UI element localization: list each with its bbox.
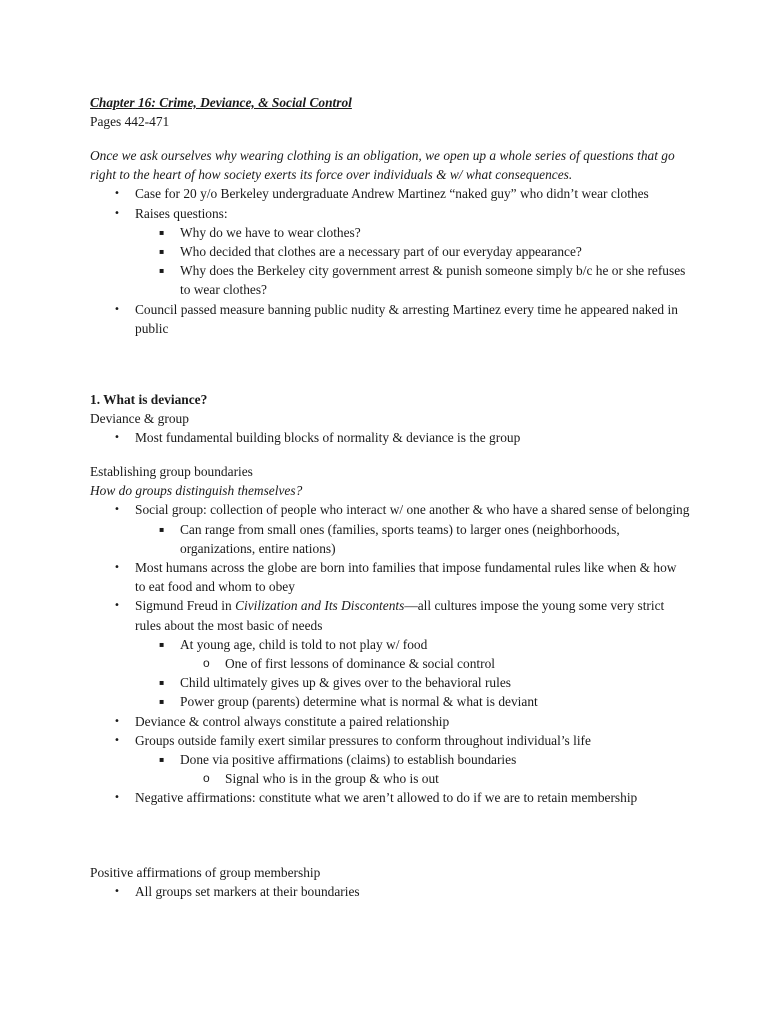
- section-bullet-list: [90, 428, 690, 447]
- list-item-text: Child ultimately gives up & gives over to the behavioral rules: [180, 675, 511, 691]
- list-item: [90, 558, 690, 596]
- list-item: [90, 242, 690, 261]
- list-item: [90, 520, 690, 558]
- list-item-text: Signal who is in the group & who is out: [225, 771, 439, 787]
- list-item: [90, 261, 690, 299]
- section-positive-affirmations: [90, 863, 690, 901]
- list-item: [90, 692, 690, 711]
- section-bullet-list: [90, 500, 690, 807]
- bullet-marker: •: [114, 715, 120, 727]
- list-item: [90, 184, 690, 203]
- bullet-marker: •: [114, 562, 120, 574]
- list-item: [90, 731, 690, 750]
- list-item-text: Groups outside family exert similar pressures to conform throughout individual’s life: [135, 732, 591, 748]
- bullet-marker: •: [114, 504, 120, 516]
- list-item-text: [135, 596, 690, 634]
- bullet-marker: •: [114, 303, 120, 315]
- intro-bullet-list: [90, 184, 690, 338]
- list-item-text: Power group (parents) determine what is normal & what is deviant: [180, 694, 538, 710]
- list-item: [90, 769, 690, 788]
- section-heading: 1. What is deviance?: [90, 392, 208, 407]
- list-item: [90, 712, 690, 731]
- square-marker: ▪: [159, 639, 165, 649]
- document-header: [90, 93, 690, 131]
- square-marker: ▪: [159, 524, 165, 534]
- section-group-boundaries: [90, 462, 690, 808]
- list-item: [90, 300, 690, 338]
- page-range: Pages 442-471: [90, 114, 170, 130]
- list-item-text: Social group: collection of people who interact w/ one another & who have a shared sense of belonging: [135, 502, 690, 518]
- list-item-text: Most humans across the globe are born into families that impose fundamental rules like when & how to eat food and whom to obey: [135, 560, 677, 595]
- square-marker: ▪: [159, 697, 165, 707]
- list-item-text: At young age, child is told to not play w/ food: [180, 636, 428, 652]
- list-item-text: One of first lessons of dominance & social control: [225, 656, 495, 672]
- section-bullet-list: [90, 882, 690, 901]
- list-item: [90, 428, 690, 447]
- list-item: [90, 223, 690, 242]
- bullet-marker: •: [114, 207, 120, 219]
- list-item-text: Deviance & control always constitute a paired relationship: [135, 713, 450, 729]
- list-item-text: All groups set markers at their boundaries: [135, 884, 360, 900]
- square-marker: ▪: [159, 247, 165, 257]
- bullet-marker: •: [114, 188, 120, 200]
- list-item: [90, 673, 690, 692]
- list-item-text: Most fundamental building blocks of normality & deviance is the group: [135, 430, 521, 446]
- square-marker: ▪: [159, 755, 165, 765]
- list-item-text: Raises questions:: [135, 205, 228, 221]
- section-what-is-deviance: [90, 390, 690, 448]
- list-item: [90, 204, 690, 223]
- list-item: [90, 654, 690, 673]
- list-item: [90, 882, 690, 901]
- square-marker: ▪: [159, 678, 165, 688]
- bullet-marker: •: [114, 734, 120, 746]
- list-item-text: Negative affirmations: constitute what we aren’t allowed to do if we are to retain membership: [135, 790, 638, 806]
- bullet-marker: •: [114, 792, 120, 804]
- list-item: [90, 500, 690, 519]
- list-item-text: Can range from small ones (families, sports teams) to larger ones (neighborhoods, organizations, entire nations): [180, 521, 620, 556]
- book-title: Civilization and Its Discontents: [235, 598, 405, 614]
- circle-marker: o: [203, 656, 210, 671]
- list-item: [90, 750, 690, 769]
- list-item-text: Done via positive affirmations (claims) to establish boundaries: [180, 752, 517, 768]
- bullet-marker: •: [114, 600, 120, 612]
- list-item: [90, 596, 690, 634]
- intro-section: [90, 146, 690, 338]
- list-item-text: Case for 20 y/o Berkeley undergraduate Andrew Martinez “naked guy” who didn’t wear clothes: [135, 186, 649, 202]
- section-subheading: Deviance & group: [90, 411, 189, 427]
- text-run: Sigmund Freud in: [135, 598, 236, 614]
- intro-quote: Once we ask ourselves why wearing clothing is an obligation, we open up a whole series of questions that go right to the heart of how society exerts its force over individuals & w/ what consequences.: [90, 148, 675, 183]
- text-run: —all cultures impose the young some very strict rules about the most basic of needs: [135, 598, 665, 633]
- chapter-title: Chapter 16: Crime, Deviance, & Social Control: [90, 95, 352, 110]
- circle-marker: o: [203, 771, 210, 786]
- square-marker: ▪: [159, 227, 165, 237]
- list-item: [90, 788, 690, 807]
- section-heading: Establishing group boundaries: [90, 464, 253, 479]
- list-item-text: Why does the Berkeley city government arrest & punish someone simply b/c he or she refuses to wear clothes?: [180, 263, 686, 298]
- bullet-marker: •: [114, 886, 120, 898]
- square-marker: ▪: [159, 266, 165, 276]
- section-heading: Positive affirmations of group membership: [90, 865, 321, 880]
- section-question: How do groups distinguish themselves?: [90, 483, 303, 499]
- list-item: [90, 635, 690, 654]
- list-item-text: Council passed measure banning public nudity & arresting Martinez every time he appeared naked in public: [135, 301, 678, 336]
- list-item-text: Why do we have to wear clothes?: [180, 224, 361, 240]
- bullet-marker: •: [114, 432, 120, 444]
- list-item-text: Who decided that clothes are a necessary part of our everyday appearance?: [180, 244, 582, 260]
